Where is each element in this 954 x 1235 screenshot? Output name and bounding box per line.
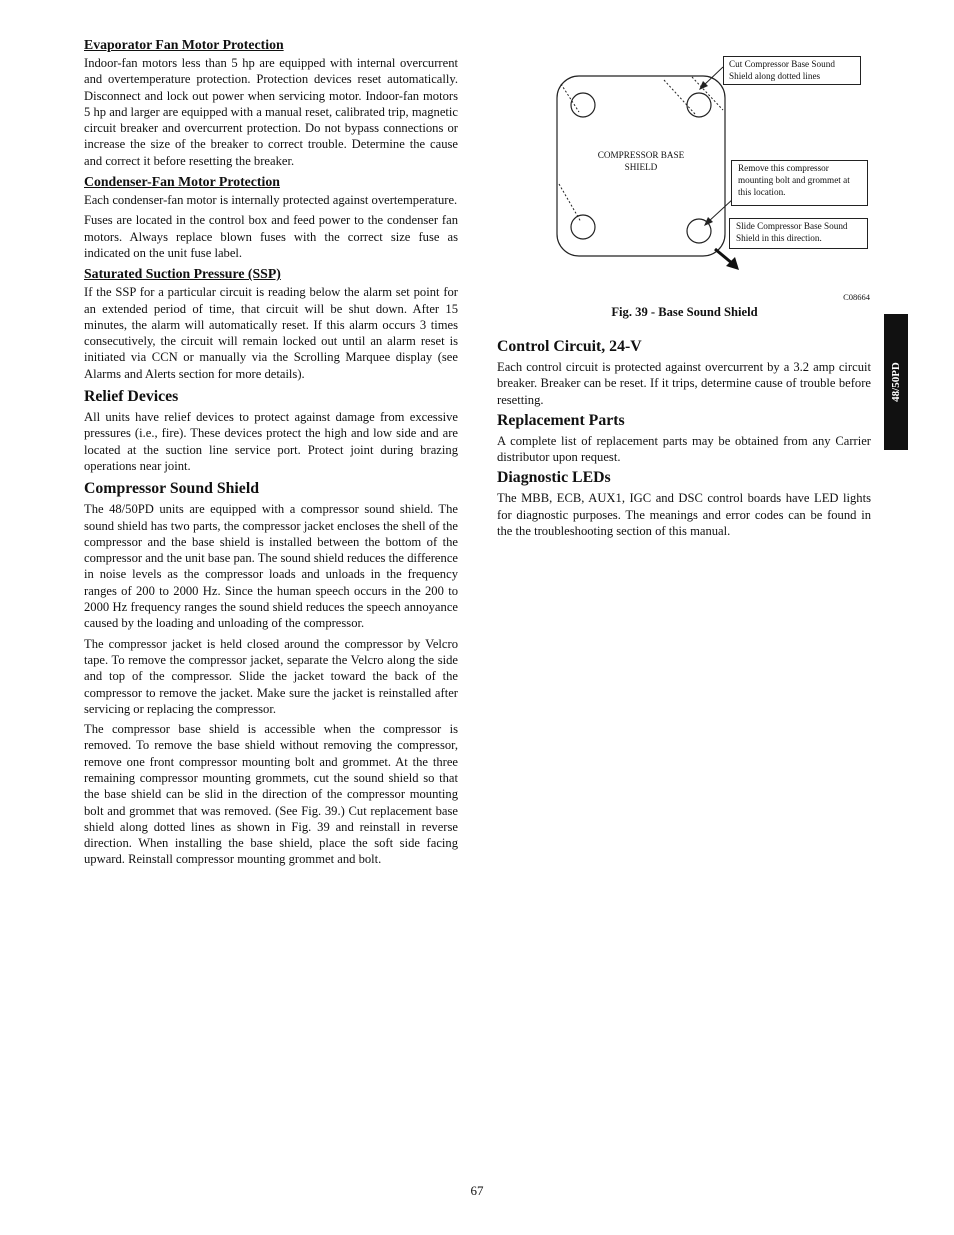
control-circuit-paragraph: Each control circuit is protected against overcurrent by a 3.2 amp circuit breaker. Breaker can be reset. If it trips, determine cause of trouble before resetting. <box>497 360 871 407</box>
evap-fan-paragraph: Indoor-fan motors less than 5 hp are equipped with internal overcurrent and overtemperature protection. Protection devices reset automatically. Disconnect and lock out power when servicing motor. Indoor-fan motors 5 hp and larger are equipped with a manual reset, calibrated trip, magnetic circuit breaker and overcurrent protection. Do not bypass connections or increase the size of the breaker to correct trouble. Determine the cause and correct it before resetting the breaker. <box>84 56 458 168</box>
replacement-parts-heading: Replacement Parts <box>497 411 625 429</box>
condenser-fan-heading: Condenser-Fan Motor Protection <box>84 174 280 190</box>
diagnostic-leds-paragraph: The MBB, ECB, AUX1, IGC and DSC control boards have LED lights for diagnostic purposes. The meanings and error codes can be found in the the troubleshooting section of this manual. <box>497 491 871 539</box>
ssp-heading: Saturated Suction Pressure (SSP) <box>84 266 281 282</box>
relief-devices-heading: Relief Devices <box>84 388 179 406</box>
ssp-paragraph: If the SSP for a particular circuit is reading below the alarm set point for an extended period of time, that circuit will be shut down. After 15 minutes, the alarm will automatically reset. If this alarm occurs 3 times consecutively, the circuit will remain locked out until an alarm reset is initiated via CCN or manually via the Scrolling Marquee display (see Alarms and Alerts section for more details). <box>84 285 458 381</box>
figure-code: C08664 <box>843 292 870 302</box>
sound-shield-paragraph-1: The 48/50PD units are equipped with a compressor sound shield. The sound shield has two parts, the compressor jacket encloses the shell of the compressor and the base shield is installed between the bottom of the compressor and the unit base pan. The sound shield reduces the difference in noise levels as the compressor loads and unloads in the frequency ranges of 200 to 2000 Hz. Since the human speech occurs in the 200 to 2000 Hz frequency ranges the sound shield reduces the speech annoyance caused by the loading and unloading of the compressor. <box>84 502 458 631</box>
control-circuit-heading: Control Circuit, 24-V <box>497 338 642 355</box>
grommet-bottom-left <box>571 215 595 239</box>
sound-shield-paragraph-3: The compressor base shield is accessible when the compressor is removed. To remove the base shield without removing the compressor, remove one front compressor mounting bolt and grommet. At the three remaining compressor mounting grommets, cut the sound shield so that the base shield can be slid in the direction of the compressor mounting bolt and grommet that was removed. (See Fig. 39.) Cut replacement base shield along dotted lines as shown in Fig. 39 and reinstall in reverse direction. When installing the base shield, place the soft side facing upward. Reinstall compressor mounting grommet and bolt. <box>84 722 458 867</box>
page-number: 67 <box>470 1183 484 1198</box>
shield-label: COMPRESSOR BASE SHIELD <box>597 150 685 172</box>
sound-shield-paragraph-2: The compressor jacket is held closed around the compressor by Velcro tape. To remove the compressor jacket, separate the Velcro along the side and top of the compressor. Slide the jacket toward the back of the compressor to remove the jacket. Make sure the jacket is reinstalled after servicing or replacing the compressor. <box>84 636 458 716</box>
cut-line-top-left <box>561 84 579 112</box>
left-column <box>84 36 458 872</box>
evap-fan-heading: Evaporator Fan Motor Protection <box>84 37 284 52</box>
diagnostic-leds-heading: Diagnostic LEDs <box>497 469 611 487</box>
callout-cut-dotted-lines: Cut Compressor Base Sound Shield along dotted lines <box>723 56 861 85</box>
grommet-top-right <box>687 93 711 117</box>
cut-line-bottom-left <box>559 184 581 222</box>
figure-39-base-sound-shield <box>497 54 872 324</box>
callout-slide-direction: Slide Compressor Base Sound Shield in this direction. <box>729 218 868 249</box>
condenser-fan-paragraph-2: Fuses are located in the control box and feed power to the condenser fan motors. Always replace blown fuses with the correct size fuse as indicated on the unit fuse label. <box>84 213 458 260</box>
condenser-fan-paragraph-1: Each condenser-fan motor is internally protected against overtemperature. <box>84 193 458 208</box>
relief-devices-paragraph: All units have relief devices to protect against damage from excessive pressures (i.e., fire). These devices protect the high and low side and are located at the suction line service port. Protect joint during brazing operations near joint. <box>84 410 458 473</box>
side-tab-label: 48/50PD <box>890 362 903 402</box>
figure-caption: Fig. 39 - Base Sound Shield <box>611 305 758 319</box>
sound-shield-heading: Compressor Sound Shield <box>84 480 259 498</box>
replacement-parts-paragraph: A complete list of replacement parts may be obtained from any Carrier distributor upon request. <box>497 433 871 465</box>
side-tab <box>884 314 908 450</box>
right-column <box>497 336 871 543</box>
callout-remove-bolt: Remove this compressor mounting bolt and grommet at this location. <box>731 160 868 206</box>
